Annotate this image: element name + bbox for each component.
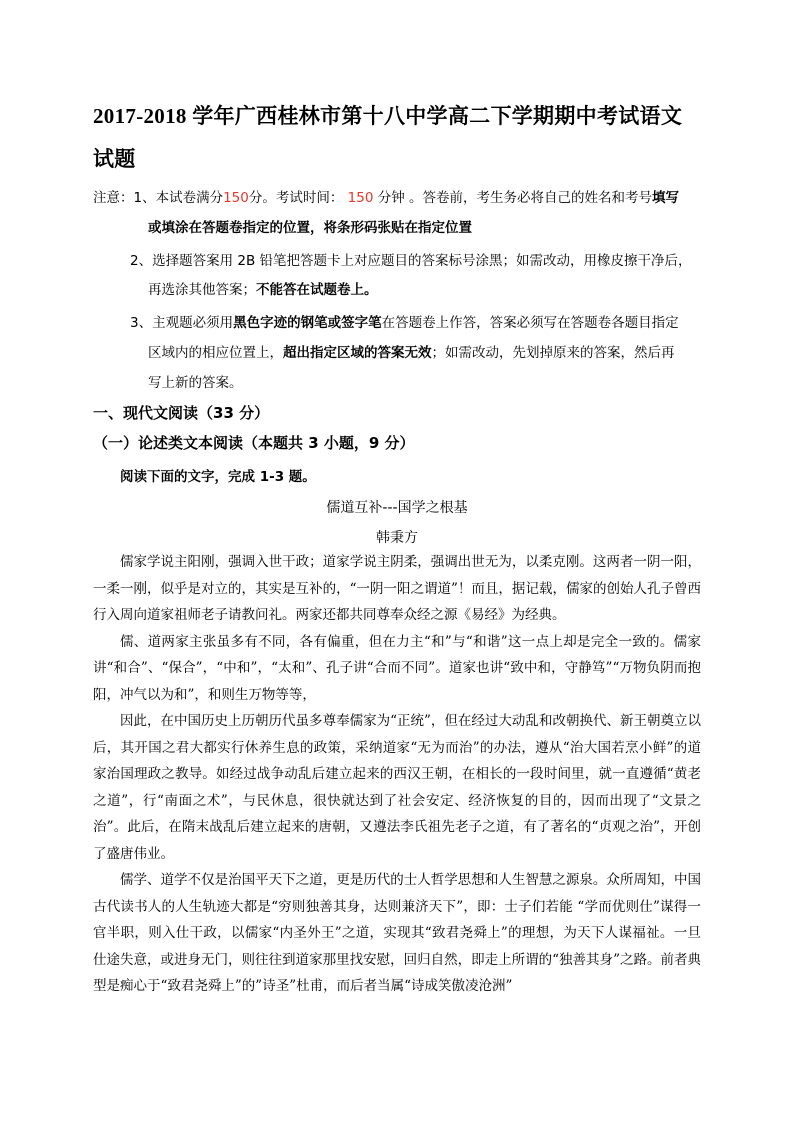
notice-item-1-line2: 或填涂在答题卷指定的位置，将条形码张贴在指定位置 <box>148 220 472 236</box>
article-paragraph: 儒家学说主阳刚，强调入世干政；道家学说主阴柔，强调出世无为，以柔克刚。这两者一阴一阳，一柔一刚，似乎是对立的，其实是互补的，“一阴一阳之谓道”！而且，据记载，儒家的创始人孔子曾西行入周向道家祖师老子请教问礼。两家还都共同尊奉众经之源《易经》为经典。 <box>93 554 701 623</box>
article-author: 韩秉方 <box>376 530 418 546</box>
notice-item-2-bold: 不能答在试题卷上。 <box>256 282 378 298</box>
subsection-heading: （一）论述类文本阅读（本题共 3 小题，9 分） <box>93 434 415 452</box>
article-paragraph: 因此，在中国历史上历朝历代虽多尊奉儒家为“正统”，但在经过大动乱和改朝换代、新王朝奠立以后，其开国之君大都实行休养生息的政策，采纳道家“无为而治”的办法，遵从“治大国若烹小鲜”的道家治国理政之教导。如经过战争动乱后建立起来的西汉王朝，在相长的一段时间里，就一直遵循“黄老之道”，行“南面之术”，与民休息，很快就达到了社会安定、经济恢复的目的，因而出现了“文景之治”。此后，在隋末战乱后建立起来的唐朝，又遵法李氏祖先老子之道，有了著名的“贞观之治”，开创了盛唐伟业。 <box>93 713 701 862</box>
article-body <box>93 549 701 1000</box>
notice-label: 注意： <box>93 190 134 206</box>
article-title: 儒道互补---国学之根基 <box>326 500 468 516</box>
notice-item-3 <box>130 313 679 333</box>
notice-item-1-text-b: 分。考试时间： <box>248 190 344 206</box>
notice-item-3-text-b: 在答题卷上作答，答案必须写在答题卷各题目指定 <box>381 315 679 331</box>
notice-item-1 <box>93 188 679 208</box>
notice-item-3-bold: 黑色字迹的钢笔或签字笔 <box>233 315 382 331</box>
notice-item-2-text-b: 再选涂其他答案； <box>148 282 256 298</box>
document-title-line2: 试题 <box>93 147 136 171</box>
exam-time-value: 150 <box>347 190 374 206</box>
notice-item-3-bold-2: 超出指定区域的答案无效 <box>283 345 432 361</box>
notice-item-3-text: 3、主观题必须用 <box>130 315 234 331</box>
section-heading: 一、现代文阅读（33 分） <box>93 404 270 422</box>
notice-item-3-line2 <box>148 343 675 363</box>
full-score-value: 150 <box>223 190 249 206</box>
article-paragraph: 儒学、道学不仅是治国平天下之道，更是历代的士人哲学思想和人生智慧之源泉。众所周知，中国古代读书人的人生轨迹大都是“穷则独善其身，达则兼济天下”，即：士子们若能 “学而优则仕”谋得一官半职，则入仕干政，以儒家“内圣外王”之道，实现其“致君尧舜上”的理想，为天下人谋福祉。一旦仕途失意，或进身无门，则往往到道家那里找安慰，回归自然，即走上所谓的“独善其身”之路。前者典型是痴心于“致君尧舜上”的”诗圣”杜甫，而后者当属“诗成笑傲凌沧洲” <box>93 872 701 994</box>
notice-item-1-text: 1、本试卷满分 <box>133 190 224 206</box>
article-paragraph: 儒、道两家主张虽多有不同，各有偏重，但在力主“和”与“和谐”这一点上却是完全一致的。儒家讲“和合”、“保合”，“中和”，“太和”、孔子讲“合而不同”。道家也讲“致中和，守静笃”“万物负阴而抱阳，冲气以为和”，和则生万物等等， <box>93 633 701 703</box>
notice-item-3-text-d: ；如需改动，先划掉原来的答案，然后再 <box>431 345 675 361</box>
notice-item-1-text-c: 分钟 。答卷前，考生务必将自己的姓名和考号 <box>377 190 653 206</box>
reading-instruction: 阅读下面的文字，完成 1-3 题。 <box>120 469 316 485</box>
notice-item-2: 2、选择题答案用 2B 铅笔把答题卡上对应题目的答案标号涂黑；如需改动，用橡皮擦干净后， <box>130 253 692 269</box>
notice-item-3-text-c: 区域内的相应位置上， <box>148 345 283 361</box>
notice-item-1-bold: 填写 <box>652 190 680 206</box>
document-title-line1: 2017-2018 学年广西桂林市第十八中学高二下学期期中考试语文 <box>93 104 683 128</box>
notice-item-3-line3: 写上新的答案。 <box>148 375 243 391</box>
notice-item-2-line2 <box>148 280 378 300</box>
